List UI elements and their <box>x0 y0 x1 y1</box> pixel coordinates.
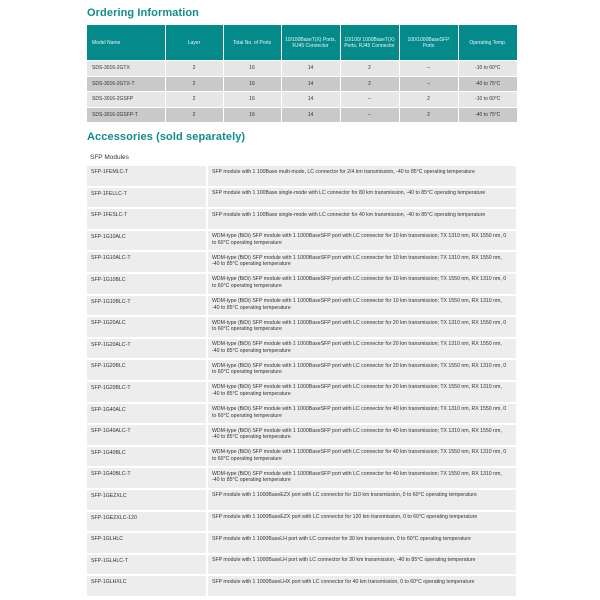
accessory-description: WDM-type (BiDi) SFP module with 1 1000BaseSFP port with LC connector for 40 km transmission; TX 1310 nm, RX 1550 nm, 0 to 60°C operating temperature <box>208 404 516 424</box>
accessory-model: SFP-1G20BLC-T <box>87 382 206 402</box>
accessory-model: SFP-1G20ALC <box>87 317 206 337</box>
accessory-row <box>87 339 516 359</box>
cell-operating-temp: -40 to 75°C <box>458 107 517 122</box>
accessory-row <box>87 274 516 294</box>
accessory-model: SFP-1G40BLC <box>87 447 206 467</box>
sfp-modules-subheading: SFP Modules <box>90 154 129 161</box>
accessory-description: WDM-type (BiDi) SFP module with 1 1000BaseSFP port with LC connector for 10 km transmission; TX 1310 nm, RX 1550 nm, 0 to 60°C operating temperature <box>208 231 516 251</box>
accessory-description: SFP module with 1 1000BaseLH port with LC connector for 30 km transmission, -40 to 85°C operating temperature <box>208 555 516 575</box>
accessory-row <box>87 317 516 337</box>
accessory-description: WDM-type (BiDi) SFP module with 1 1000BaseSFP port with LC connector for 10 km transmission; TX 1310 nm, RX 1550 nm, -40 to 85°C operating temperature <box>208 252 516 272</box>
cell-fast-ethernet-ports: 14 <box>281 107 340 122</box>
cell-fast-ethernet-ports: 14 <box>281 92 340 108</box>
accessory-model: SFP-1G10ALC <box>87 231 206 251</box>
accessory-row <box>87 576 516 596</box>
accessory-description: SFP module with 1 1000BaseLHX port with LC connector for 40 km transmission, 0 to 60°C operating temperature <box>208 576 516 596</box>
header-gigabit-ethernet-ports: 10/100/ 1000BaseT(X) Ports, RJ45 Connector <box>340 25 399 61</box>
accessories-list <box>87 166 516 598</box>
accessory-row <box>87 468 516 488</box>
accessory-row <box>87 231 516 251</box>
accessory-row <box>87 490 516 510</box>
ordering-table <box>87 25 517 122</box>
accessory-row <box>87 188 516 208</box>
accessory-description: WDM-type (BiDi) SFP module with 1 1000BaseSFP port with LC connector for 20 km transmission; TX 1310 nm, RX 1550 nm, 0 to 60°C operating temperature <box>208 317 516 337</box>
header-model-name: Model Name <box>87 25 165 61</box>
accessory-description: WDM-type (BiDi) SFP module with 1 1000BaseSFP port with LC connector for 40 km transmission; TX 1550 nm, RX 1310 nm, -40 to 85°C operating temperature <box>208 468 516 488</box>
accessory-row <box>87 166 516 186</box>
accessory-row <box>87 360 516 380</box>
accessory-model: SFP-1FEMLC-T <box>87 166 206 186</box>
cell-total-ports: 16 <box>223 92 281 108</box>
cell-sfp-ports: – <box>399 76 458 92</box>
accessory-model: SFP-1GLHLC-T <box>87 555 206 575</box>
accessory-row <box>87 296 516 316</box>
accessory-row <box>87 404 516 424</box>
cell-gigabit-ethernet-ports: – <box>340 107 399 122</box>
accessory-description: SFP module with 1 1000BaseEZX port with LC connector for 110 km transmission, 0 to 60°C operating temperature <box>208 490 516 510</box>
ordering-table-row <box>87 92 517 108</box>
accessory-row <box>87 512 516 532</box>
accessory-description: SFP module with 1 100Base single-mode with LC connector for 40 km transmission, -40 to 85°C operating temperature <box>208 209 516 229</box>
cell-sfp-ports: – <box>399 61 458 77</box>
cell-gigabit-ethernet-ports: 2 <box>340 76 399 92</box>
accessory-model: SFP-1G10BLC <box>87 274 206 294</box>
accessory-model: SFP-1GEZXLC-120 <box>87 512 206 532</box>
cell-layer: 2 <box>165 107 223 122</box>
accessory-row <box>87 555 516 575</box>
accessory-row <box>87 209 516 229</box>
cell-gigabit-ethernet-ports: – <box>340 92 399 108</box>
accessory-description: SFP module with 1 1000BaseLH port with LC connector for 30 km transmission, 0 to 60°C operating temperature <box>208 533 516 553</box>
accessory-description: WDM-type (BiDi) SFP module with 1 1000BaseSFP port with LC connector for 10 km transmission; TX 1550 nm, RX 1310 nm, 0 to 60°C operating temperature <box>208 274 516 294</box>
accessory-description: WDM-type (BiDi) SFP module with 1 1000BaseSFP port with LC connector for 20 km transmission; TX 1310 nm, RX 1550 nm, -40 to 85°C operating temperature <box>208 339 516 359</box>
accessory-row <box>87 447 516 467</box>
accessory-description: WDM-type (BiDi) SFP module with 1 1000BaseSFP port with LC connector for 20 km transmission; TX 1550 nm, RX 1310 nm, -40 to 85°C operating temperature <box>208 382 516 402</box>
header-total-ports: Total No. of Ports <box>223 25 281 61</box>
accessory-model: SFP-1GLHLC <box>87 533 206 553</box>
accessory-model: SFP-1G40BLC-T <box>87 468 206 488</box>
cell-layer: 2 <box>165 61 223 77</box>
accessory-model: SFP-1G20ALC-T <box>87 339 206 359</box>
cell-operating-temp: -10 to 60°C <box>458 92 517 108</box>
accessory-description: WDM-type (BiDi) SFP module with 1 1000BaseSFP port with LC connector for 40 km transmission; TX 1310 nm, RX 1550 nm, -40 to 85°C operating temperature <box>208 425 516 445</box>
cell-fast-ethernet-ports: 14 <box>281 76 340 92</box>
accessory-description: SFP module with 1 100Base multi-mode, LC connector for 2/4 km transmission, -40 to 85°C operating temperature <box>208 166 516 186</box>
cell-operating-temp: -10 to 60°C <box>458 61 517 77</box>
accessory-description: WDM-type (BiDi) SFP module with 1 1000BaseSFP port with LC connector for 40 km transmission; TX 1550 nm, RX 1310 nm, 0 to 60°C operating temperature <box>208 447 516 467</box>
cell-model-name: SDS-3016-2GSFP-T <box>87 107 165 122</box>
accessory-row <box>87 382 516 402</box>
cell-sfp-ports: 2 <box>399 107 458 122</box>
accessory-model: SFP-1FELLC-T <box>87 188 206 208</box>
cell-total-ports: 16 <box>223 107 281 122</box>
accessory-row <box>87 425 516 445</box>
accessory-description: SFP module with 1 100Base single-mode with LC connector for 80 km transmission, -40 to 85°C operating temperature <box>208 188 516 208</box>
cell-model-name: SDS-3016-2GTX-T <box>87 76 165 92</box>
cell-model-name: SDS-3016-2GSFP <box>87 92 165 108</box>
cell-fast-ethernet-ports: 14 <box>281 61 340 77</box>
ordering-table-row <box>87 107 517 122</box>
header-sfp-ports: 100/1000BaseSFP Ports <box>399 25 458 61</box>
accessory-description: WDM-type (BiDi) SFP module with 1 1000BaseSFP port with LC connector for 20 km transmission; TX 1550 nm, RX 1310 nm, 0 to 60°C operating temperature <box>208 360 516 380</box>
accessory-description: WDM-type (BiDi) SFP module with 1 1000BaseSFP port with LC connector for 10 km transmission; TX 1550 nm, RX 1310 nm, -40 to 85°C operating temperature <box>208 296 516 316</box>
accessory-row <box>87 533 516 553</box>
accessory-model: SFP-1GLHXLC <box>87 576 206 596</box>
cell-layer: 2 <box>165 76 223 92</box>
accessory-model: SFP-1G40ALC <box>87 404 206 424</box>
ordering-header-row <box>87 25 517 61</box>
cell-model-name: SDS-3016-2GTX <box>87 61 165 77</box>
cell-gigabit-ethernet-ports: 2 <box>340 61 399 77</box>
cell-sfp-ports: 2 <box>399 92 458 108</box>
header-layer: Layer <box>165 25 223 61</box>
ordering-information-title: Ordering Information <box>87 7 199 19</box>
accessory-description: SFP module with 1 1000BaseEZX port with LC connector for 120 km transmission, 0 to 60°C operating temperature <box>208 512 516 532</box>
accessory-model: SFP-1FESLC-T <box>87 209 206 229</box>
accessory-model: SFP-1G10BLC-T <box>87 296 206 316</box>
cell-layer: 2 <box>165 92 223 108</box>
cell-operating-temp: -40 to 75°C <box>458 76 517 92</box>
accessory-row <box>87 252 516 272</box>
header-fast-ethernet-ports: 10/100BaseT(X) Ports, RJ45 Connector <box>281 25 340 61</box>
accessory-model: SFP-1GEZXLC <box>87 490 206 510</box>
cell-total-ports: 16 <box>223 76 281 92</box>
cell-total-ports: 16 <box>223 61 281 77</box>
accessory-model: SFP-1G40ALC-T <box>87 425 206 445</box>
accessory-model: SFP-1G20BLC <box>87 360 206 380</box>
accessory-model: SFP-1G10ALC-T <box>87 252 206 272</box>
ordering-table-row <box>87 61 517 77</box>
header-operating-temp: Operating Temp. <box>458 25 517 61</box>
ordering-table-row <box>87 76 517 92</box>
accessories-title: Accessories (sold separately) <box>87 131 246 143</box>
